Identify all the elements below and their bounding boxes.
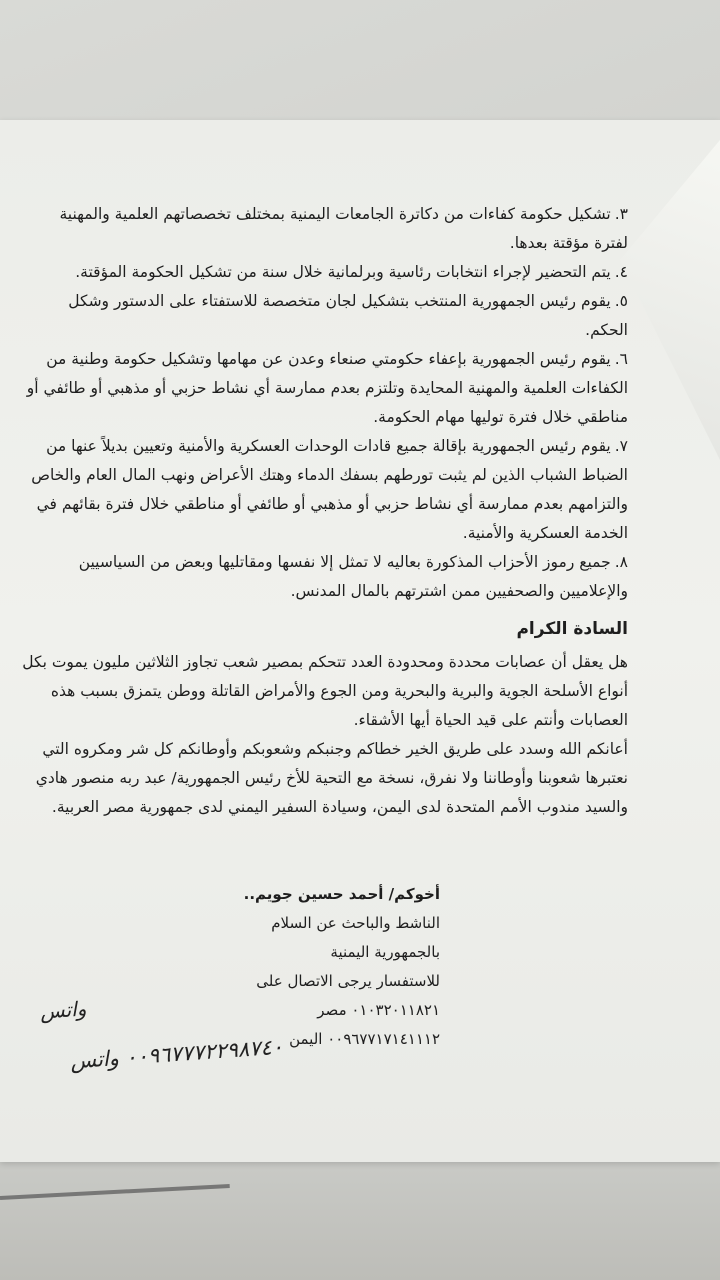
list-item <box>22 548 628 606</box>
paragraph: أعانكم الله وسدد على طريق الخير خطاكم وجنبكم وشعوبكم وأوطانكم كل شر ومكروه التي نعتبرها شعوبنا وأوطاننا ولا نفرق، نسخة مع التحية للأخ رئيس الجمهورية/ عبد ربه منصور هادي والسيد مندوب الأمم المتحدة لدى اليمن، وسيادة السفير اليمني لدى جمهورية مصر العربية. <box>35 740 628 816</box>
list-item <box>22 287 628 345</box>
phone-egypt: ٠١٠٣٢٠١١٨٢١ مصر <box>317 1001 440 1019</box>
item-number: ٣. <box>614 205 628 223</box>
item-number: ٨. <box>614 553 628 571</box>
item-number: ٤. <box>614 263 628 281</box>
paragraph: هل يعقل أن عصابات محددة ومحدودة العدد تتحكم بمصير شعب تجاوز الثلاثين مليون يموت بكل أنواع الأسلحة الجوية والبرية والبحرية ومن الجوع والأمراض القاتلة ووطن يتمزق بسبب هذه العصابات وأنتم على قيد الحياة أيها الأشقاء. <box>22 653 628 729</box>
contact-label: للاستفسار يرجى الاتصال على <box>256 972 440 990</box>
list-item <box>22 345 628 432</box>
item-number: ٦. <box>614 350 628 368</box>
item-text: جميع رموز الأحزاب المذكورة بعاليه لا تمثل إلا نفسها ومقاتليها وبعض من السياسيين والإعلاميين والصحفيين ممن اشترتهم بالمال المدنس. <box>78 553 628 600</box>
item-number: ٥. <box>614 292 628 310</box>
phone-yemen: ٠٠٩٦٧٧١٧١٤١١١٢ اليمن <box>289 1030 440 1048</box>
item-text: يتم التحضير لإجراء انتخابات رئاسية وبرلمانية خلال سنة من تشكيل الحكومة المؤقتة. <box>75 263 611 281</box>
paper-fold <box>620 140 720 460</box>
signature-block <box>60 880 440 1054</box>
signer-name: أخوكم/ أحمد حسين جويم.. <box>243 885 440 903</box>
handwritten-note: واتس <box>39 996 88 1024</box>
table-surface <box>0 1160 720 1280</box>
list-item <box>22 432 628 548</box>
section-heading: السادة الكرام <box>516 619 628 639</box>
item-text: يقوم رئيس الجمهورية المنتخب بتشكيل لجان متخصصة للاستفتاء على الدستور وشكل الحكم. <box>68 292 628 339</box>
item-text: يقوم رئيس الجمهورية بإقالة جميع قادات الوحدات العسكرية والأمنية وتعيين بديلاً عنها من الضباط الشباب الذين لم يثبت تورطهم بسفك الدماء وهتك الأعراض ونهب المال العام والخاص والتزامهم بعدم ممارسة أي نشاط حزبي أو مذهبي أو طائفي أو مناطقي خلال فترة بقائهم في الخدمة العسكرية والأمنية. <box>31 437 628 542</box>
list-item <box>22 258 628 287</box>
handwritten-phone: ٠٠٩٦٧٧٧٢٢٩٨٧٤٠ واتس <box>69 1034 284 1074</box>
signer-country: بالجمهورية اليمنية <box>330 943 440 961</box>
item-number: ٧. <box>614 437 628 455</box>
list-item <box>22 200 628 258</box>
item-text: تشكيل حكومة كفاءات من دكاترة الجامعات اليمنية بمختلف تخصصاتهم العلمية والمهنية لفترة مؤقتة بعدها. <box>59 205 628 252</box>
item-text: يقوم رئيس الجمهورية بإعفاء حكومتي صنعاء وعدن عن مهامها وتشكيل حكومة وطنية من الكفاءات العلمية والمهنية المحايدة وتلتزم بعدم ممارسة أي نشاط حزبي أو مذهبي أو طائفي أو مناطقي خلال فترة توليها مهام الحكومة. <box>26 350 628 426</box>
letter-body <box>22 200 628 822</box>
signer-title: الناشط والباحث عن السلام <box>271 914 440 932</box>
